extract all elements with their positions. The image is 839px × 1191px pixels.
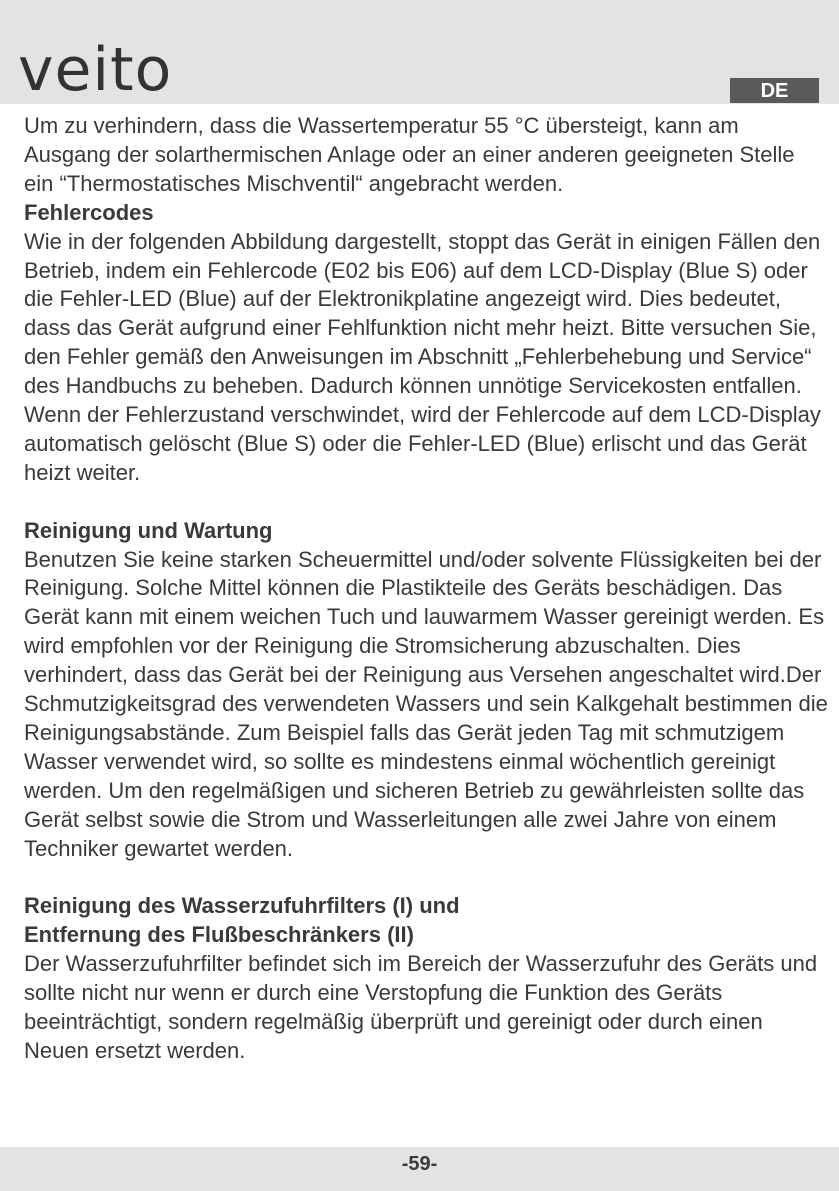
veito-logo: veito [18, 35, 173, 105]
spacer [24, 488, 829, 517]
page-header [0, 0, 839, 104]
section-text-fehlercodes: Wie in der folgenden Abbildung dargestellt, stoppt das Gerät in einigen Fällen den Betrieb, indem ein Fehlercode (E02 bis E06) auf dem LCD-Display (Blue S) oder die Fehler-LED (Blue) auf der Elektronikplatine angezeigt wird. Dies bedeutet, dass das Gerät aufgrund einer Fehlfunktion nicht mehr heizt. Bitte versuchen Sie, den Fehler gemäß den Anweisungen im Abschnitt „Fehlerbehebung und Service“ des Handbuchs zu beheben. Dadurch können unnötige Servicekosten entfallen. Wenn der Fehlerzustand verschwindet, wird der Fehlercode auf dem LCD-Display automatisch gelöscht (Blue S) oder die Fehler-LED (Blue) erlischt und das Gerät heizt weiter. [24, 228, 821, 485]
section-heading-filter-line1: Reinigung des Wasserzufuhrfilters (I) und [24, 893, 460, 919]
spacer [24, 864, 829, 893]
intro-paragraph: Um zu verhindern, dass die Wassertemperatur 55 °C übersteigt, kann am Ausgang der solarthermischen Anlage oder an einer anderen geeigneten Stelle ein “Thermostatisches Mischventil“ angebracht werden. [24, 113, 795, 196]
section-heading-reinigung: Reinigung und Wartung [24, 517, 273, 543]
section-text-filter: Der Wasserzufuhrfilter befindet sich im Bereich der Wasserzufuhr des Geräts und sollte nicht nur wenn er durch eine Verstopfung die Funktion des Geräts beeinträchtigt, sondern regelmäßig überprüft und gereinigt oder durch einen Neuen ersetzt werden. [24, 951, 818, 1063]
language-badge: DE [730, 78, 819, 103]
page-content [24, 112, 829, 1066]
section-heading-fehlercodes: Fehlercodes [24, 199, 154, 225]
page-number: -59- [401, 1153, 438, 1175]
section-text-reinigung: Benutzen Sie keine starken Scheuermittel und/oder solvente Flüssigkeiten bei der Reinigung. Solche Mittel können die Plastikteile des Geräts beschädigen. Das Gerät kann mit einem weichen Tuch und lauwarmem Wasser gereinigt werden. Es wird empfohlen vor der Reinigung die Stromsicherung abzuschalten. Dies verhindert, dass das Gerät bei der Reinigung aus Versehen angeschaltet wird.Der Schmutzigkeitsgrad des verwendeten Wassers und sein Kalkgehalt bestimmen die Reinigungsabstände. Zum Beispiel falls das Gerät jeden Tag mit schmutzigem Wasser verwendet wird, so sollte es mindestens einmal wöchentlich gereinigt werden. Um den regelmäßigen und sicheren Betrieb zu gewährleisten sollte das Gerät selbst sowie die Strom und Wasserleitungen alle zwei Jahre von einem Techniker gewartet werden. [24, 546, 828, 861]
section-heading-filter-line2: Entfernung des Flußbeschränkers (II) [24, 922, 414, 948]
